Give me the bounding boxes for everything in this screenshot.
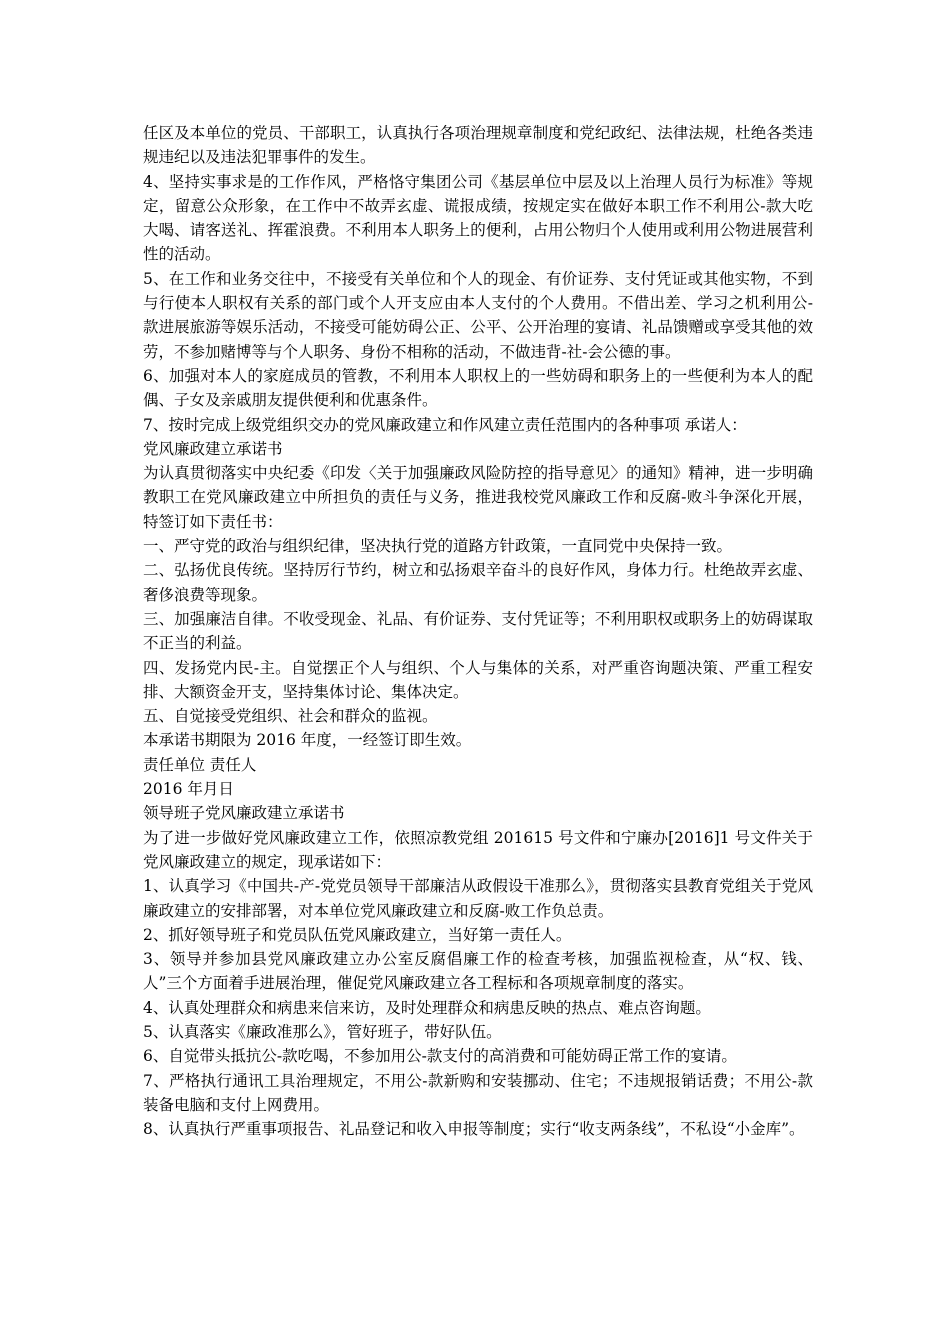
paragraph: 3、领导并参加县党风廉政建立办公室反腐倡廉工作的检查考核，加强监视检查，从“权、钱、人”三个方面着手进展治理，催促党风廉政建立各工程标和各项规章制度的落实。 [143, 950, 813, 993]
paragraph: 7、按时完成上级党组织交办的党风廉政建立和作风建立责任范围内的各种事项 承诺人： [143, 415, 747, 434]
document-body [143, 121, 813, 1141]
section-title: 领导班子党风廉政建立承诺书 [143, 804, 345, 823]
paragraph: 2、抓好领导班子和党员队伍党风廉政建立，当好第一责任人。 [143, 925, 572, 944]
paragraph: 5、在工作和业务交往中，不接受有关单位和个人的现金、有价证券、支付凭证或其他实物，不到与行使本人职权有关系的部门或个人开支应由本人支付的个人费用。不借出差、学习之机利用公-款进展旅游等娱乐活动，不接受可能妨碍公正、公平、公开治理的宴请、礼品馈赠或享受其他的效劳，不参加赌博等与个人职务、身份不相称的活动，不做违背-社-会公德的事。 [143, 269, 813, 361]
paragraph: 五、自觉接受党组织、社会和群众的监视。 [143, 707, 438, 726]
paragraph: 本承诺书期限为 2016 年度，一经签订即生效。 [143, 731, 472, 750]
paragraph: 6、加强对本人的家庭成员的管教，不利用本人职权上的一些妨碍和职务上的一些便利为本人的配偶、子女及亲戚朋友提供便利和优惠条件。 [143, 366, 813, 410]
paragraph: 三、加强廉洁自律。不收受现金、礼品、有价证券、支付凭证等；不利用职权或职务上的妨碍谋取不正当的利益。 [143, 609, 813, 653]
paragraph: 任区及本单位的党员、干部职工，认真执行各项治理规章制度和党纪政纪、法律法规，杜绝各类违规违纪以及违法犯罪事件的发生。 [143, 124, 813, 167]
paragraph: 一、严守党的政治与组织纪律，坚决执行党的道路方针政策，一直同党中央保持一致。 [143, 537, 733, 556]
paragraph: 为了进一步做好党风廉政建立工作，依照凉教党组 201615 号文件和宁廉办[2016]1 号文件关于党风廉政建立的规定，现承诺如下： [143, 828, 813, 871]
date-line: 2016 年月日 [143, 780, 234, 799]
paragraph: 为认真贯彻落实中央纪委《印发〈关于加强廉政风险防控的指导意见〉的通知》精神，进一步明确教职工在党风廉政建立中所担负的责任与义务，推进我校党风廉政工作和反腐-败斗争深化开展，特签订如下责任书： [143, 464, 813, 531]
paragraph: 1、认真学习《中国共-产-党党员领导干部廉洁从政假设干准那么》，贯彻落实县教育党组关于党风廉政建立的安排部署，对本单位党风廉政建立和反腐-败工作负总责。 [143, 877, 813, 920]
signature-line: 责任单位 责任人 [143, 755, 257, 774]
paragraph: 四、发扬党内民-主。自觉摆正个人与组织、个人与集体的关系，对严重咨询题决策、严重工程安排、大额资金开支，坚持集体讨论、集体决定。 [143, 658, 813, 701]
paragraph: 7、严格执行通讯工具治理规定，不用公-款新购和安装挪动、住宅；不违规报销话费；不用公-款装备电脑和支付上网费用。 [143, 1071, 813, 1114]
section-title: 党风廉政建立承诺书 [143, 439, 283, 458]
paragraph: 4、认真处理群众和病患来信来访，及时处理群众和病患反映的热点、难点咨询题。 [143, 998, 711, 1017]
paragraph: 5、认真落实《廉政准那么》，管好班子，带好队伍。 [143, 1022, 502, 1041]
paragraph: 6、自觉带头抵抗公-款吃喝，不参加用公-款支付的高消费和可能妨碍正常工作的宴请。 [143, 1047, 737, 1066]
paragraph: 8、认真执行严重事项报告、礼品登记和收入申报等制度；实行“收支两条线”，不私设“小金库”。 [143, 1120, 805, 1139]
paragraph: 二、弘扬优良传统。坚持厉行节约，树立和弘扬艰辛奋斗的良好作风，身体力行。杜绝故弄玄虚、奢侈浪费等现象。 [143, 561, 813, 604]
paragraph: 4、坚持实事求是的工作作风，严格恪守集团公司《基层单位中层及以上治理人员行为标准》等规定，留意公众形象，在工作中不故弄玄虚、谎报成绩，按规定实在做好本职工作不利用公-款大吃大喝、请客送礼、挥霍浪费。不利用本人职务上的便利，占用公物归个人使用或利用公物进展营利性的活动。 [143, 172, 813, 264]
